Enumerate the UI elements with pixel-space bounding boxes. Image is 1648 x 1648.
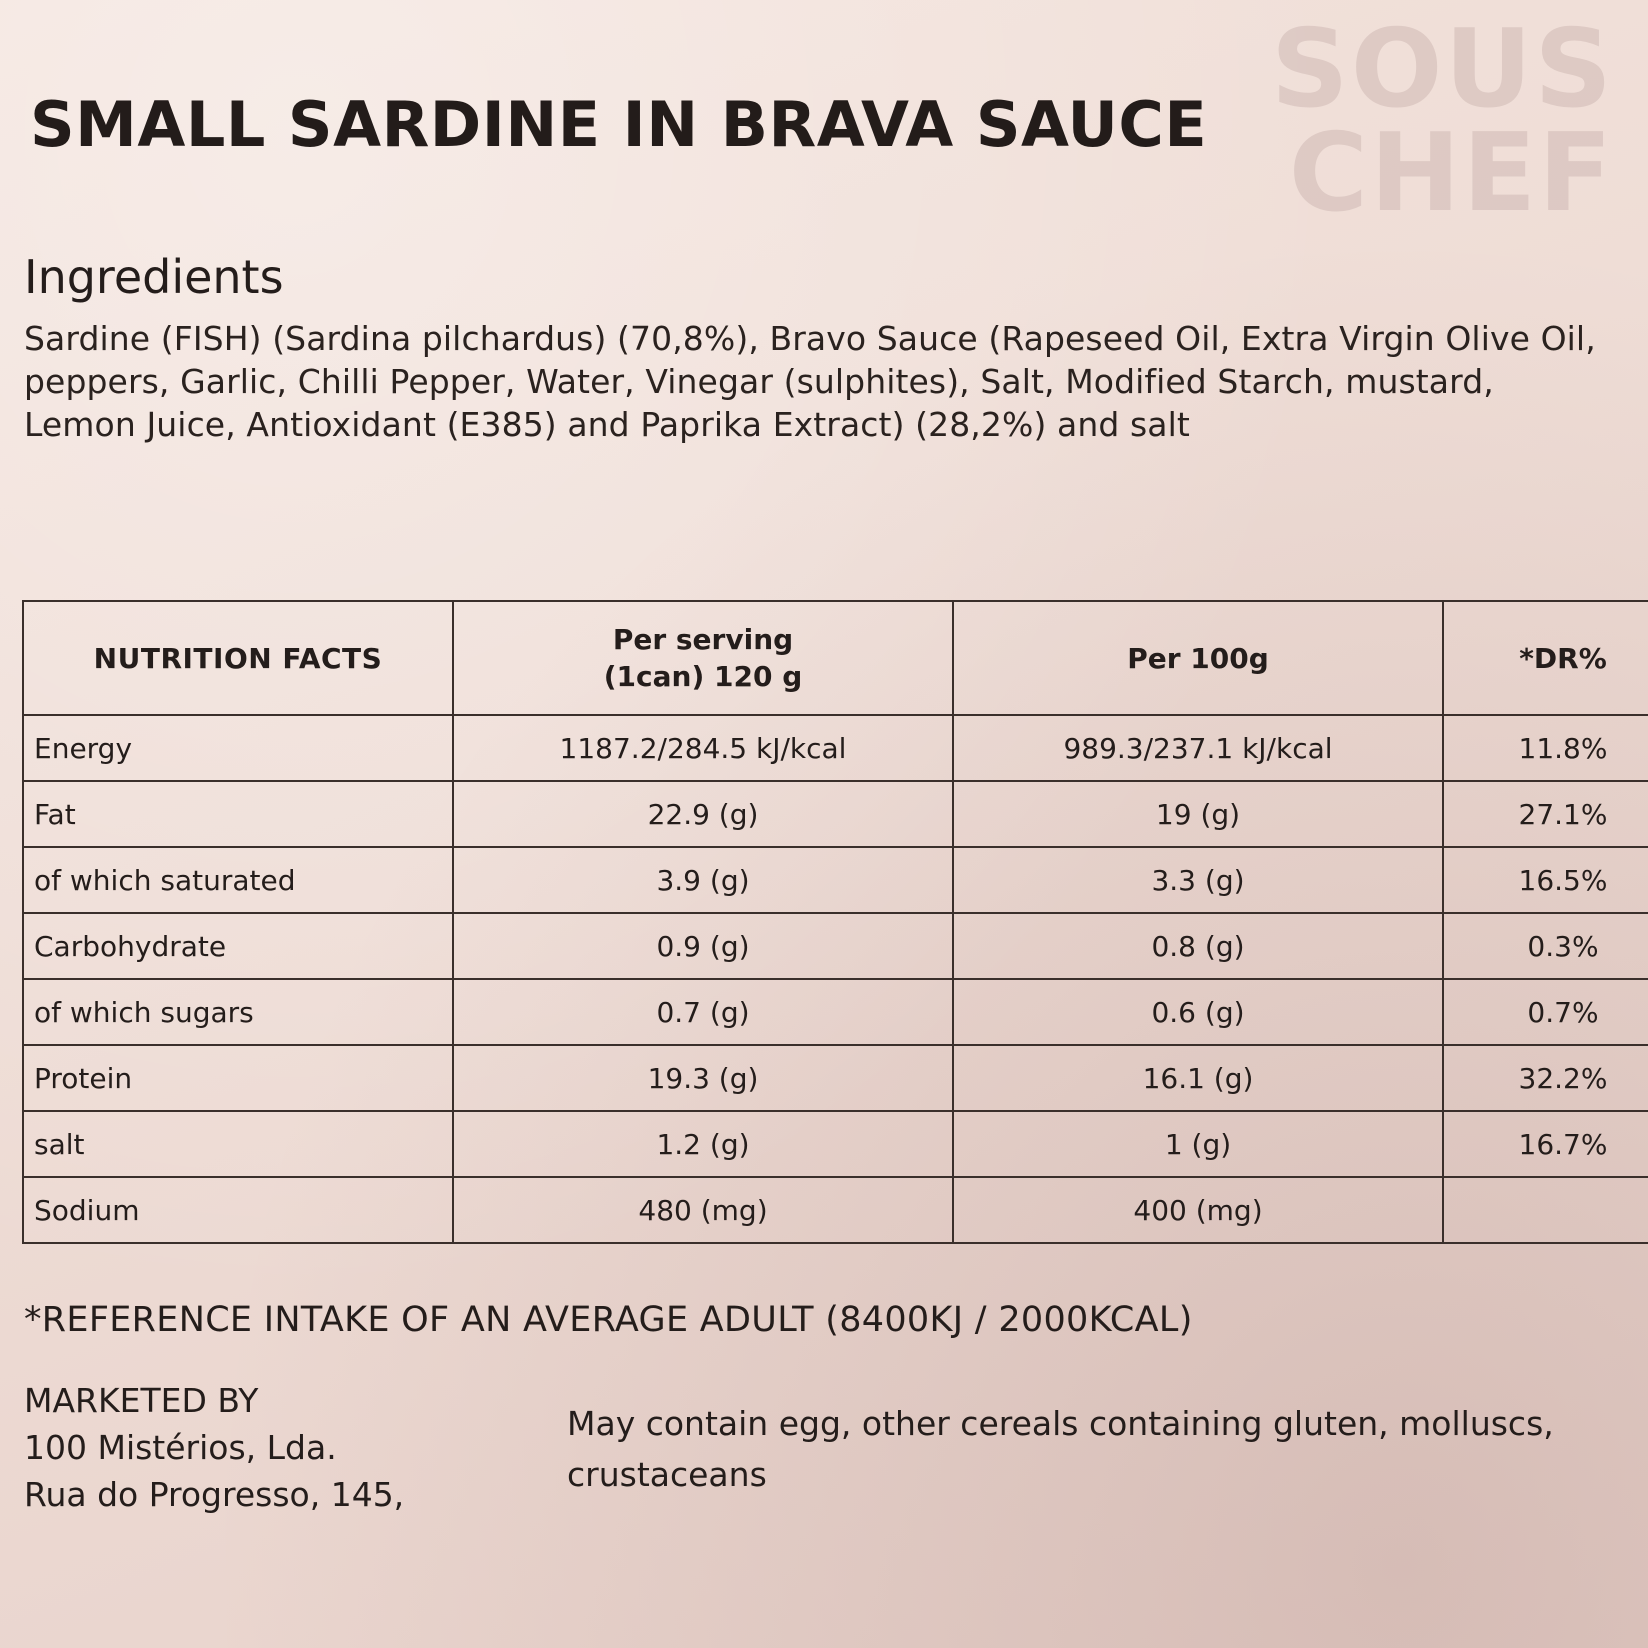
table-row bbox=[23, 913, 1648, 979]
table-row bbox=[23, 715, 1648, 781]
nutrition-facts-label: NUTRITION FACTS bbox=[23, 601, 453, 715]
row-value-serving: 3.9 (g) bbox=[453, 847, 953, 913]
label-content bbox=[22, 0, 1648, 1648]
row-label: Carbohydrate bbox=[23, 913, 453, 979]
row-label: Fat bbox=[23, 781, 453, 847]
row-label: Sodium bbox=[23, 1177, 453, 1243]
table-row bbox=[23, 1177, 1648, 1243]
row-value-serving: 1187.2/284.5 kJ/kcal bbox=[453, 715, 953, 781]
row-label: Protein bbox=[23, 1045, 453, 1111]
watermark-line-1: SOUS bbox=[1270, 7, 1614, 132]
row-value-serving: 0.9 (g) bbox=[453, 913, 953, 979]
column-header-per-serving bbox=[453, 601, 953, 715]
watermark-line-2: CHEF bbox=[1288, 110, 1614, 236]
table-row bbox=[23, 847, 1648, 913]
row-value-serving: 1.2 (g) bbox=[453, 1111, 953, 1177]
row-value-serving: 480 (mg) bbox=[453, 1177, 953, 1243]
table-header-row bbox=[23, 601, 1648, 715]
row-value-serving: 22.9 (g) bbox=[453, 781, 953, 847]
table-row bbox=[23, 1111, 1648, 1177]
row-value-per100g: 0.6 (g) bbox=[953, 979, 1443, 1045]
row-value-dr: 27.1% bbox=[1443, 781, 1648, 847]
row-value-per100g: 3.3 (g) bbox=[953, 847, 1443, 913]
row-value-dr: 32.2% bbox=[1443, 1045, 1648, 1111]
row-value-per100g: 1 (g) bbox=[953, 1111, 1443, 1177]
may-contain-text: egg, other cereals containing gluten, molluscs, crustaceans bbox=[567, 1404, 1554, 1495]
row-value-serving: 19.3 (g) bbox=[453, 1045, 953, 1111]
nutrition-facts-table bbox=[22, 600, 1648, 1244]
row-value-dr: 0.3% bbox=[1443, 913, 1648, 979]
row-value-per100g: 989.3/237.1 kJ/kcal bbox=[953, 715, 1443, 781]
per-serving-line-1: Per serving bbox=[612, 623, 794, 656]
table-row bbox=[23, 1045, 1648, 1111]
row-value-dr: 0.7% bbox=[1443, 979, 1648, 1045]
row-label: Energy bbox=[23, 715, 453, 781]
row-label: of which saturated bbox=[23, 847, 453, 913]
column-header-per-100g: Per 100g bbox=[953, 601, 1443, 715]
row-value-dr: 11.8% bbox=[1443, 715, 1648, 781]
row-value-per100g: 0.8 (g) bbox=[953, 913, 1443, 979]
row-value-per100g: 400 (mg) bbox=[953, 1177, 1443, 1243]
marketed-by-company: 100 Mistérios, Lda. bbox=[24, 1427, 337, 1467]
may-contain-block bbox=[567, 1398, 1617, 1500]
row-label: salt bbox=[23, 1111, 453, 1177]
ingredients-text: Sardine (FISH) (Sardina pilchardus) (70,8%), Bravo Sauce (Rapeseed Oil, Extra Virgin Olive Oil, peppers, Garlic, Chilli Pepper, Water, Vinegar (sulphites), Salt, Modified Starch, mustard, Lemon Juice, Antioxidant (E385) and Paprika Extract) (28,2%) and salt bbox=[24, 319, 1596, 444]
row-value-serving: 0.7 (g) bbox=[453, 979, 953, 1045]
row-value-dr bbox=[1443, 1177, 1648, 1243]
may-contain-label: May contain bbox=[567, 1404, 769, 1443]
ingredients-heading: Ingredients bbox=[24, 250, 284, 304]
table-row bbox=[23, 979, 1648, 1045]
column-header-dr-percent: *DR% bbox=[1443, 601, 1648, 715]
product-title: SMALL SARDINE IN BRAVA SAUCE bbox=[30, 88, 1208, 161]
table-row bbox=[23, 781, 1648, 847]
row-value-per100g: 16.1 (g) bbox=[953, 1045, 1443, 1111]
marketed-by-address: Rua do Progresso, 145, bbox=[24, 1474, 405, 1514]
row-value-dr: 16.7% bbox=[1443, 1111, 1648, 1177]
row-label: of which sugars bbox=[23, 979, 453, 1045]
marketed-by-heading: MARKETED BY bbox=[24, 1381, 259, 1420]
row-value-dr: 16.5% bbox=[1443, 847, 1648, 913]
reference-intake-note: *REFERENCE INTAKE OF AN AVERAGE ADULT (8400KJ / 2000KCAL) bbox=[24, 1300, 1193, 1340]
row-value-per100g: 19 (g) bbox=[953, 781, 1443, 847]
marketed-by-block bbox=[24, 1378, 404, 1519]
per-serving-line-2: (1can) 120 g bbox=[603, 660, 803, 693]
